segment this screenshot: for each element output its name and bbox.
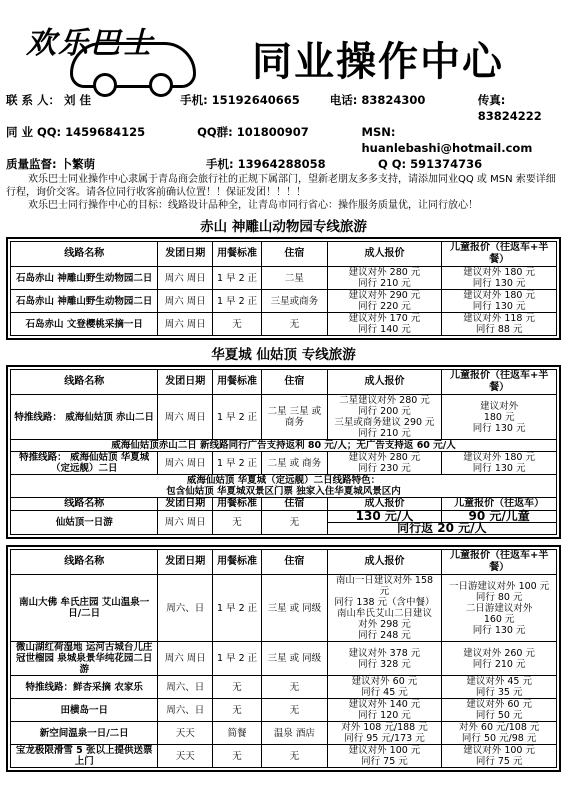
adult-price: 南山一日建议对外 158 元 同行 138 元（含中餐） 南山牟氏艾山二日建议 对外 298 元 同行 248 元 bbox=[327, 575, 442, 642]
msn: MSN: huanlebashi@hotmail.com bbox=[361, 125, 533, 155]
logo bbox=[10, 12, 240, 82]
depart-date: 周六、日 bbox=[158, 699, 213, 722]
bus-logo-icon bbox=[70, 42, 196, 88]
child-price: 建议对外 118 元 同行 88 元 bbox=[442, 313, 557, 336]
qq-group: QQ群: 101800907 bbox=[197, 125, 309, 139]
route-name: 特推线路： 威海仙姑顶 赤山二日 bbox=[11, 395, 158, 440]
hotel: 无 bbox=[262, 745, 328, 768]
meal: 无 bbox=[213, 699, 262, 722]
note-row bbox=[11, 440, 557, 452]
depart-date: 周六、日 bbox=[158, 676, 213, 699]
route-name: 特推线路：鲜杏采摘 农家乐 bbox=[11, 676, 158, 699]
depart-date: 周六 周日 bbox=[158, 642, 213, 676]
col-route: 线路名称 bbox=[11, 550, 158, 575]
child-price: 一日游建议对外 100 元 同行 80 元 二日游建议对外 160 元 同行 130 元 bbox=[442, 575, 557, 642]
child-price: 建议对外 180 元 同行 130 元 bbox=[442, 290, 557, 313]
hotel: 二星 或 商务 bbox=[262, 452, 328, 475]
meal: 1 早 2 正 bbox=[213, 642, 262, 676]
phone: 电话: 83824300 bbox=[329, 93, 426, 107]
section3-box bbox=[6, 545, 561, 772]
page-title: 同业操作中心 bbox=[252, 39, 504, 85]
adult-price: 130 元/人 bbox=[327, 511, 442, 523]
route-name: 特推线路： 威海仙姑顶 华夏城 （定远舰）二日 bbox=[11, 452, 158, 475]
feature-note: 威海仙姑顶 华夏城（定远舰）二日线路特色： 包含仙姑顶 华夏城双景区门票 独家入住华夏城风景区内 bbox=[11, 475, 557, 498]
route-name: 宝龙极限滑雪 5 张以上提供送票上门 bbox=[11, 745, 158, 768]
depart-date: 天天 bbox=[158, 722, 213, 745]
col-adult: 成人报价 bbox=[327, 550, 442, 575]
child-price: 建议对外 100 元 同行 75 元 bbox=[442, 745, 557, 768]
table-row bbox=[11, 452, 557, 475]
hotel: 三星或商务 bbox=[262, 290, 328, 313]
depart-date: 周六 周日 bbox=[158, 313, 213, 336]
child-price: 建议对外 60 元 同行 50 元 bbox=[442, 699, 557, 722]
meal: 1 早 2 正 bbox=[213, 395, 262, 440]
route-name: 石岛赤山 神雕山野生动物园二日 bbox=[11, 290, 158, 313]
section1-box bbox=[6, 237, 561, 340]
col-adult: 成人报价 bbox=[327, 498, 442, 511]
child-price: 建议对外 260 元 同行 210 元 bbox=[442, 642, 557, 676]
col-meal: 用餐标准 bbox=[213, 370, 262, 395]
depart-date: 周六 周日 bbox=[158, 395, 213, 440]
col-hotel: 住宿 bbox=[262, 370, 328, 395]
intro-paragraph-2: 欢乐巴士同行操作中心的目标：线路设计品种全，让青岛市同行省心：操作服务质量优，让同行放心！ bbox=[28, 200, 478, 211]
table-row bbox=[11, 575, 557, 642]
adult-price: 二星建议对外 280 元 同行 200 元 三星或商务建议 290 元 同行 210 元 bbox=[327, 395, 442, 440]
depart-date: 周六 周日 bbox=[158, 267, 213, 290]
meal: 无 bbox=[213, 676, 262, 699]
meal: 简餐 bbox=[213, 722, 262, 745]
child-price: 建议对外 45 元 同行 35 元 bbox=[442, 676, 557, 699]
route-name: 仙姑顶一日游 bbox=[11, 511, 158, 535]
route-name: 石岛赤山 文登樱桃采摘一日 bbox=[11, 313, 158, 336]
table-row bbox=[11, 745, 557, 768]
child-price: 建议对外 180 元 同行 130 元 bbox=[442, 267, 557, 290]
child-price: 建议对外 180 元 同行 130 元 bbox=[442, 395, 557, 440]
table-row bbox=[11, 722, 557, 745]
col-hotel: 住宿 bbox=[262, 242, 328, 267]
adult-price: 建议对外 280 元 同行 210 元 bbox=[327, 267, 442, 290]
qq-2: Q Q: 591374736 bbox=[378, 157, 483, 171]
hotel: 无 bbox=[262, 699, 328, 722]
route-name: 南山大佛 牟氏庄园 艾山温泉一日/二日 bbox=[11, 575, 158, 642]
meal: 1 早 2 正 bbox=[213, 452, 262, 475]
intro-paragraph-1: 欢乐巴士同业操作中心隶属于青岛商会旅行社的正规下属部门，望新老朋友多多支持，请添加同业QQ 或 MSN 索要详细行程，询价交客。请各位同行收客前确认位置！！保证发团！！！！ bbox=[6, 174, 556, 198]
table-row bbox=[11, 313, 557, 336]
col-route: 线路名称 bbox=[11, 498, 158, 511]
col-meal: 用餐标准 bbox=[213, 498, 262, 511]
table-header bbox=[11, 242, 557, 267]
meal: 无 bbox=[213, 511, 262, 535]
adult-price: 建议对外 170 元 同行 140 元 bbox=[327, 313, 442, 336]
fax: 传真: 83824222 bbox=[477, 93, 542, 123]
mobile-1: 手机: 15192640665 bbox=[180, 93, 300, 107]
table-row bbox=[11, 290, 557, 313]
section2-table bbox=[10, 369, 557, 535]
table-row bbox=[11, 676, 557, 699]
route-name: 田横岛一日 bbox=[11, 699, 158, 722]
table-header bbox=[11, 370, 557, 395]
note-row bbox=[11, 475, 557, 498]
adult-price: 建议对外 290 元 同行 220 元 bbox=[327, 290, 442, 313]
table-row bbox=[11, 642, 557, 676]
section2-title: 华夏城 仙姑顶 专线旅游 bbox=[211, 347, 356, 363]
hotel: 无 bbox=[262, 676, 328, 699]
hotel: 二星 bbox=[262, 267, 328, 290]
col-date: 发团日期 bbox=[158, 498, 213, 511]
depart-date: 天天 bbox=[158, 745, 213, 768]
adult-price: 建议对外 100 元 同行 75 元 bbox=[327, 745, 442, 768]
qq: 同 业 QQ: 1459684125 bbox=[6, 125, 146, 139]
col-route: 线路名称 bbox=[11, 370, 158, 395]
intro bbox=[6, 173, 561, 212]
section1-title: 赤山 神雕山动物园专线旅游 bbox=[200, 219, 367, 235]
child-price: 建议对外 180 元 同行 130 元 bbox=[442, 452, 557, 475]
col-adult: 成人报价 bbox=[327, 370, 442, 395]
child-price: 90 元/儿童 bbox=[442, 511, 557, 523]
hotel: 三星 或 同级 bbox=[262, 575, 328, 642]
adult-price: 建议对外 378 元 同行 328 元 bbox=[327, 642, 442, 676]
adult-price: 对外 108 元/188 元 同行 95 元/173 元 bbox=[327, 722, 442, 745]
depart-date: 周六 周日 bbox=[158, 290, 213, 313]
table-header bbox=[11, 550, 557, 575]
hotel: 无 bbox=[262, 511, 328, 535]
depart-date: 周六 周日 bbox=[158, 452, 213, 475]
col-child: 儿童报价（往返车+半餐） bbox=[442, 550, 557, 575]
col-hotel: 住宿 bbox=[262, 498, 328, 511]
adult-price: 建议对外 140 元 同行 120 元 bbox=[327, 699, 442, 722]
hotel: 无 bbox=[262, 313, 328, 336]
contact-block bbox=[6, 92, 561, 172]
col-hotel: 住宿 bbox=[262, 550, 328, 575]
child-price: 对外 60 元/108 元 同行 50 元/98 元 bbox=[442, 722, 557, 745]
route-name: 石岛赤山 神雕山野生动物园二日 bbox=[11, 267, 158, 290]
col-adult: 成人报价 bbox=[327, 242, 442, 267]
adult-price: 建议对外 60 元 同行 45 元 bbox=[327, 676, 442, 699]
meal: 无 bbox=[213, 313, 262, 336]
col-child: 儿童报价（往返车） bbox=[442, 498, 557, 511]
col-date: 发团日期 bbox=[158, 370, 213, 395]
col-meal: 用餐标准 bbox=[213, 550, 262, 575]
hotel: 三星 或 同级 bbox=[262, 642, 328, 676]
col-meal: 用餐标准 bbox=[213, 242, 262, 267]
contact-person: 联 系 人： 刘 佳 bbox=[6, 93, 92, 107]
meal: 1 早 2 正 bbox=[213, 290, 262, 313]
depart-date: 周六、日 bbox=[158, 575, 213, 642]
depart-date: 周六 周日 bbox=[158, 511, 213, 535]
logo-text: 欢乐巴士 bbox=[26, 26, 154, 61]
meal: 无 bbox=[213, 745, 262, 768]
route-name: 新空间温泉一日/二日 bbox=[11, 722, 158, 745]
hotel: 温泉 酒店 bbox=[262, 722, 328, 745]
rebate-note: 威海仙姑顶赤山二日 新线路同行广告支持返利 80 元/人；无广告支持返 60 元/人 bbox=[11, 440, 557, 452]
section1-table bbox=[10, 241, 557, 336]
section3-table bbox=[10, 549, 557, 768]
col-child: 儿童报价（往返车+半餐） bbox=[442, 370, 557, 395]
section2-box bbox=[6, 365, 561, 539]
rebate-price: 同行返 20 元/人 bbox=[327, 523, 556, 535]
route-name: 微山湖红荷湿地 运河古城台儿庄 冠世榴园 泉城泉景华纯花园二日游 bbox=[11, 642, 158, 676]
quality-supervisor: 质量监督: 卜繁萌 bbox=[6, 157, 96, 171]
col-route: 线路名称 bbox=[11, 242, 158, 267]
header bbox=[6, 4, 561, 92]
table-row bbox=[11, 699, 557, 722]
col-child: 儿童报价（往返车+半餐） bbox=[442, 242, 557, 267]
col-date: 发团日期 bbox=[158, 550, 213, 575]
table-row bbox=[11, 395, 557, 440]
hotel: 二星 三星 或 商务 bbox=[262, 395, 328, 440]
meal: 1 早 2 正 bbox=[213, 267, 262, 290]
table-row bbox=[11, 267, 557, 290]
col-date: 发团日期 bbox=[158, 242, 213, 267]
adult-price: 建议对外 280 元 同行 230 元 bbox=[327, 452, 442, 475]
meal: 1 早 2 正 bbox=[213, 575, 262, 642]
mobile-2: 手机: 13964288058 bbox=[206, 157, 326, 171]
